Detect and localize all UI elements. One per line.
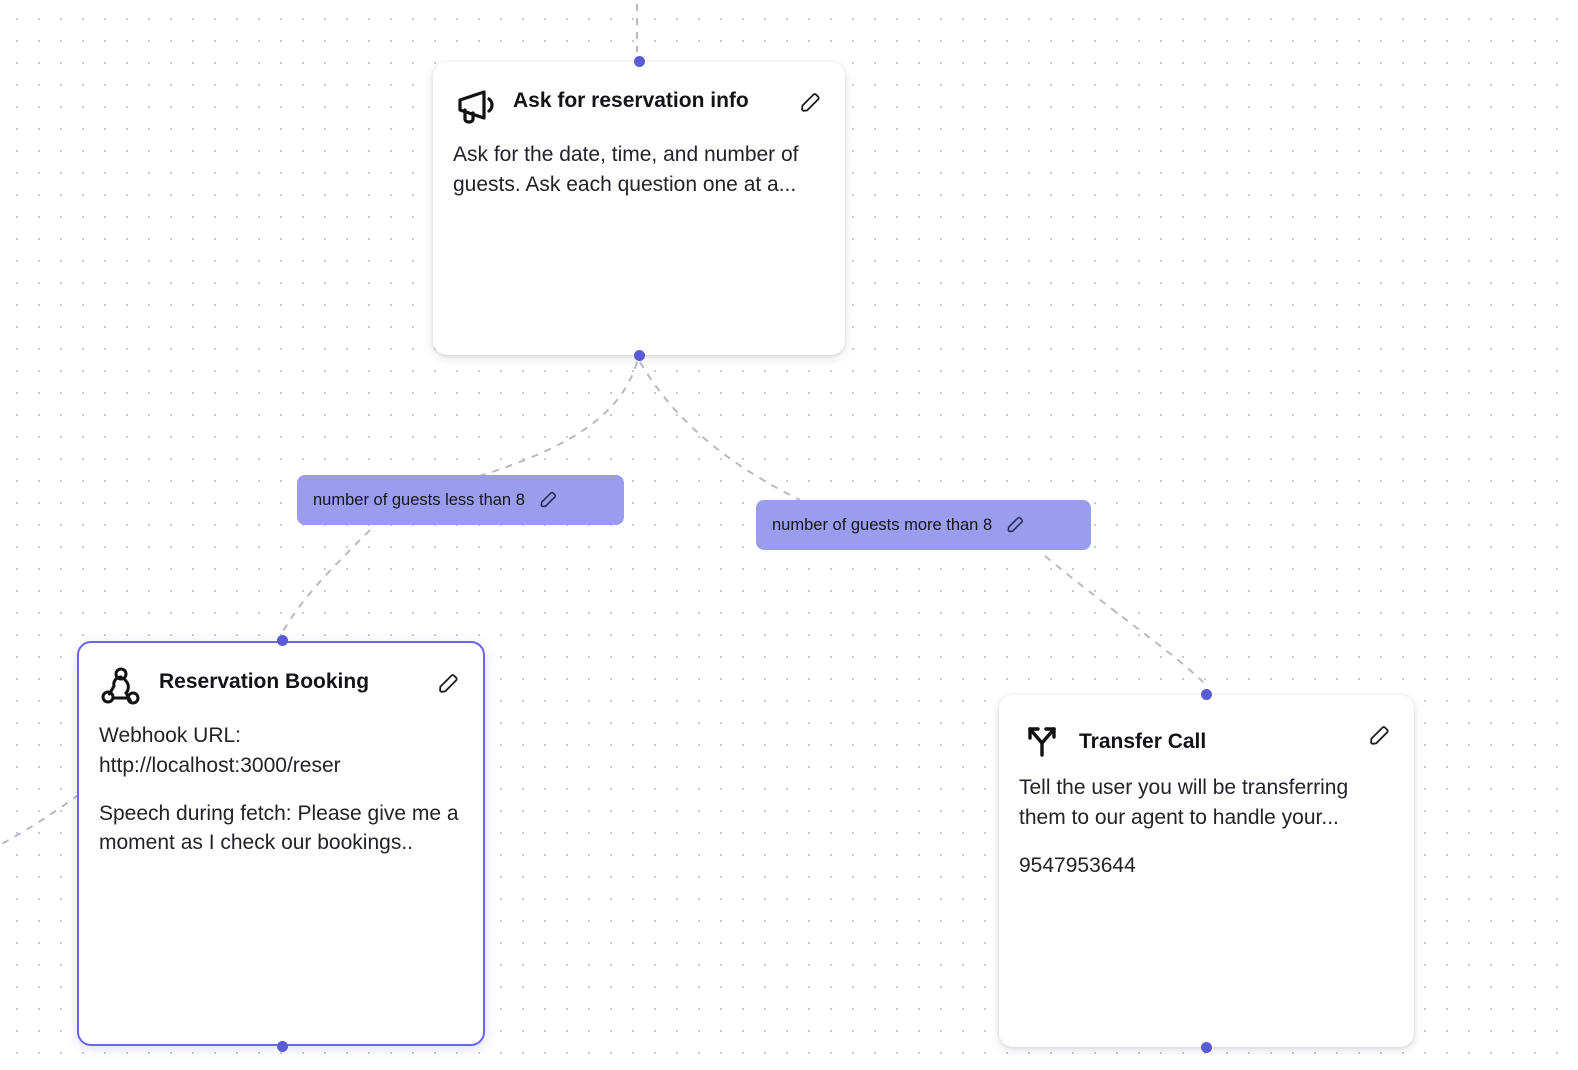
node-header: [433, 62, 845, 130]
node-output-port[interactable]: [1201, 1042, 1212, 1053]
node-body-line: Speech during fetch: Please give me a moment as I check our bookings..: [99, 801, 459, 855]
node-title: Ask for reservation info: [513, 89, 749, 112]
edge-label-guests-less-than-8[interactable]: [297, 475, 624, 525]
pencil-icon[interactable]: [1364, 721, 1394, 751]
node-header: [999, 695, 1414, 763]
webhook-icon: [99, 665, 145, 711]
transfer-arrows-icon: [1019, 717, 1065, 763]
node-body-line: Ask for the date, time, and number of guests. Ask each question one at a...: [453, 143, 799, 196]
megaphone-icon: [453, 84, 499, 130]
node-body-line: 9547953644: [1019, 853, 1136, 877]
node-reservation-booking[interactable]: [77, 641, 485, 1046]
pencil-icon[interactable]: [1004, 514, 1026, 536]
node-input-port[interactable]: [277, 635, 288, 646]
edge-label-text: number of guests more than 8: [772, 515, 993, 534]
edge-label-guests-more-than-8[interactable]: [756, 500, 1091, 550]
node-input-port[interactable]: [634, 56, 645, 67]
node-header: [79, 643, 483, 711]
node-body-line: Webhook URL: http://localhost:3000/reser: [99, 724, 341, 777]
node-body: [79, 711, 483, 880]
node-output-port[interactable]: [277, 1041, 288, 1052]
node-title: Transfer Call: [1079, 730, 1207, 753]
node-transfer-call[interactable]: [999, 695, 1414, 1047]
node-output-port[interactable]: [634, 350, 645, 361]
node-title: Reservation Booking: [159, 670, 370, 693]
pencil-icon[interactable]: [537, 489, 559, 511]
node-body: [999, 763, 1414, 902]
edge-label-text: number of guests less than 8: [313, 490, 525, 509]
node-body: [433, 130, 845, 222]
node-ask-for-reservation-info[interactable]: [433, 62, 845, 355]
pencil-icon[interactable]: [795, 88, 825, 118]
node-input-port[interactable]: [1201, 689, 1212, 700]
pencil-icon[interactable]: [433, 669, 463, 699]
node-body-line: Tell the user you will be transferring them to our agent to handle your...: [1019, 776, 1349, 829]
